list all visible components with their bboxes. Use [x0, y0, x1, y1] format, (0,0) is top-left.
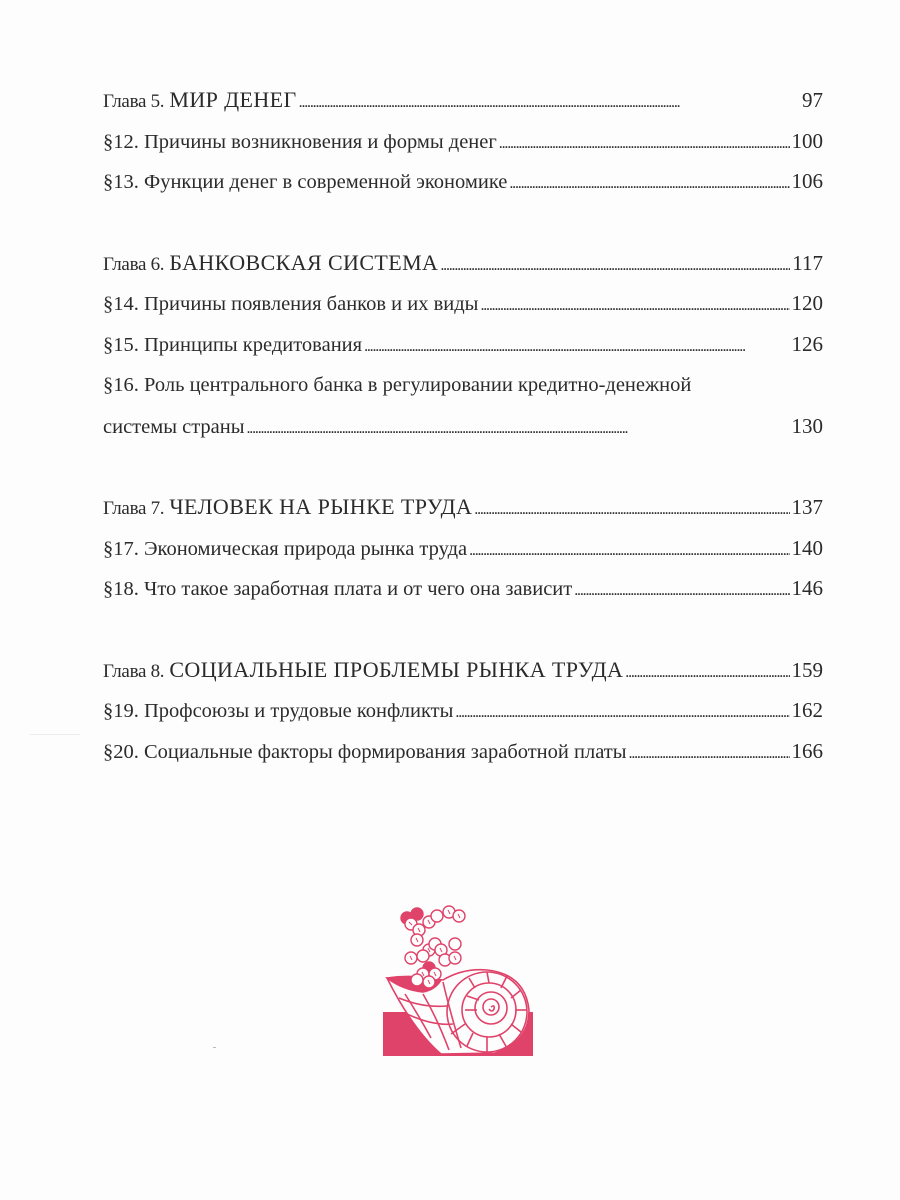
chapter-prefix: Глава 5. [103, 91, 165, 112]
page-number: 159 [791, 657, 823, 682]
chapter-title: ЧЕЛОВЕК НА РЫНКЕ ТРУДА [169, 493, 473, 519]
section-title: §13. Функции денег в современной экономике [103, 171, 508, 194]
page-number: 126 [791, 332, 823, 357]
section-title: §19. Профсоюзы и трудовые конфликты [103, 700, 454, 723]
toc-chapter-5[interactable] [103, 80, 823, 121]
toc-section-17[interactable] [103, 528, 823, 569]
page-number: 166 [791, 739, 823, 763]
spacer [103, 446, 823, 487]
page-number: 146 [791, 576, 823, 601]
chapter-title: СОЦИАЛЬНЫЕ ПРОБЛЕМЫ РЫНКА ТРУДА [169, 656, 624, 682]
table-of-contents [103, 80, 823, 772]
dot-leader [440, 244, 790, 287]
dot-leader [247, 407, 790, 450]
page-number: 100 [791, 128, 823, 153]
toc-chapter-6[interactable] [103, 243, 823, 284]
section-title: §17. Экономическая природа рынка труда [103, 537, 468, 560]
page-number: 140 [791, 535, 823, 560]
dot-leader [455, 691, 789, 734]
toc-section-20[interactable] [103, 731, 823, 772]
toc-section-16-line1[interactable] [103, 365, 823, 406]
section-title: §15. Принципы кредитования [103, 334, 363, 357]
spacer [103, 202, 823, 243]
chapter-prefix: Глава 8. [103, 660, 165, 682]
scan-artifact [213, 1047, 216, 1048]
toc-section-18[interactable] [103, 568, 823, 609]
section-title-continued: системы страны [103, 415, 245, 438]
chapter-title: БАНКОВСКАЯ СИСТЕМА [169, 249, 439, 275]
dot-leader [629, 732, 790, 775]
section-title: §18. Что такое заработная плата и от чего она зависит [103, 578, 573, 601]
section-title: §16. Роль центрального банка в регулировании кредитно-денежной [103, 373, 692, 396]
section-title: §14. Причины появления банков и их виды [103, 293, 479, 316]
chapter-title: МИР ДЕНЕГ [169, 87, 297, 112]
toc-chapter-8[interactable] [103, 650, 823, 691]
page-number: 130 [791, 413, 823, 438]
page-number: 162 [791, 698, 823, 723]
dot-leader [469, 529, 789, 572]
section-title: §20. Социальные факторы формирования заработной платы [103, 741, 627, 763]
dot-leader [299, 81, 800, 124]
dot-leader [474, 488, 789, 531]
chapter-prefix: Глава 7. [103, 497, 165, 519]
section-title: §12. Причины возникновения и формы денег [103, 130, 497, 153]
page-number: 120 [791, 291, 823, 316]
toc-section-15[interactable] [103, 324, 823, 365]
page-number: 117 [792, 250, 823, 275]
dot-leader [625, 651, 789, 694]
page-number: 97 [802, 88, 823, 112]
dot-leader [574, 569, 789, 612]
toc-section-16-line2[interactable] [103, 406, 823, 447]
dot-leader [509, 162, 789, 205]
chapter-prefix: Глава 6. [103, 253, 165, 275]
toc-chapter-7[interactable] [103, 487, 823, 528]
page-number: 106 [791, 169, 823, 194]
toc-section-14[interactable] [103, 283, 823, 324]
snail-with-coins-icon [383, 898, 535, 1058]
spacer [103, 609, 823, 650]
dot-leader [480, 284, 789, 327]
scan-artifact [30, 734, 80, 735]
toc-section-13[interactable] [103, 161, 823, 202]
page-number: 137 [791, 494, 823, 519]
dot-leader [499, 122, 790, 165]
toc-section-19[interactable] [103, 690, 823, 731]
toc-section-12[interactable] [103, 121, 823, 162]
dot-leader [364, 325, 789, 368]
